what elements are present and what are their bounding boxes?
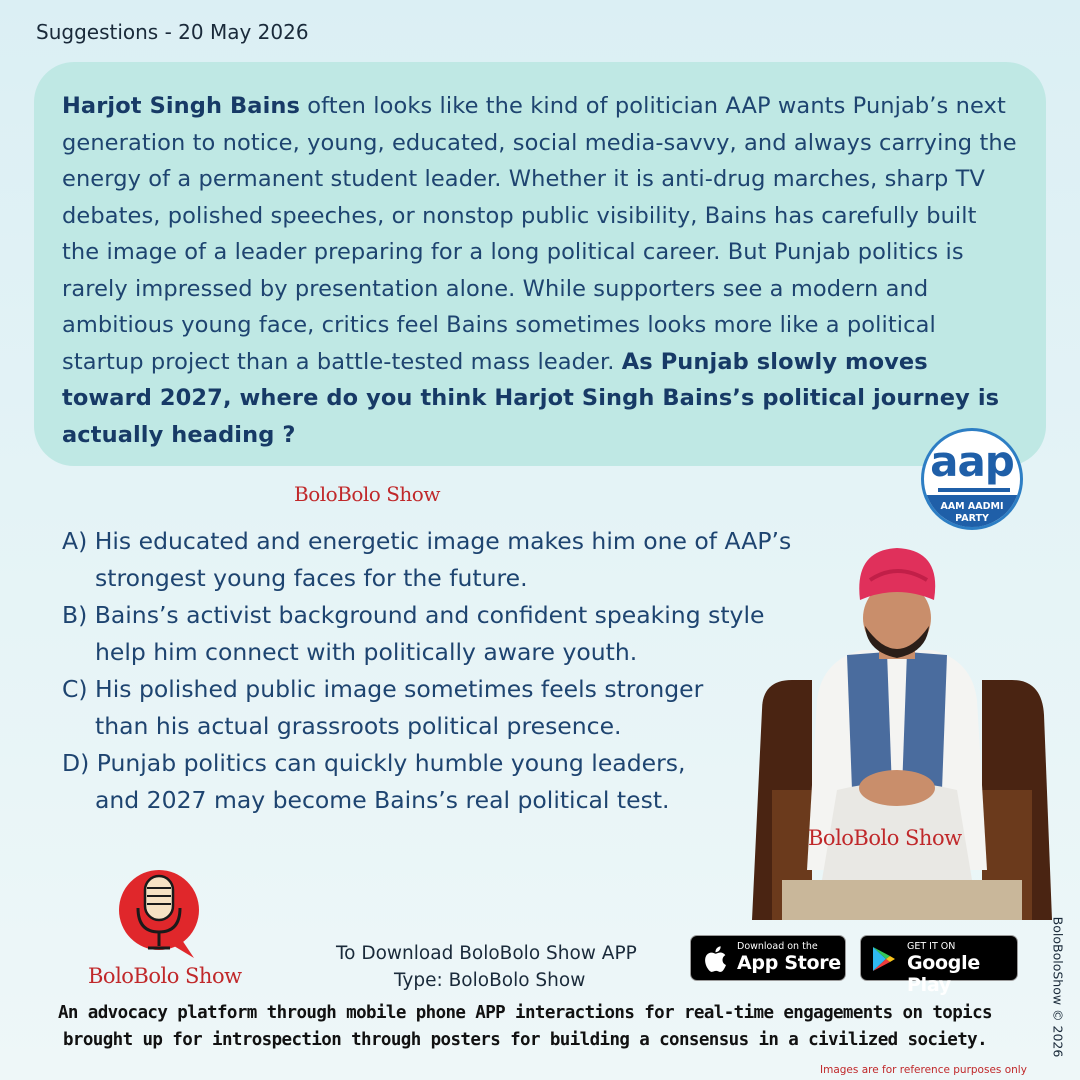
- brand-watermark-mid: BoloBolo Show: [294, 482, 440, 506]
- option-c-line1: C) His polished public image sometimes feels stronger: [62, 675, 704, 703]
- google-play-small-label: GET IT ON: [907, 941, 956, 952]
- app-store-label: App Store: [737, 952, 841, 974]
- aap-band-line1: AAM AADMI: [940, 501, 1004, 512]
- option-b-line2: help him connect with politically aware youth.: [95, 638, 638, 666]
- download-instructions: [336, 940, 666, 994]
- google-play-button[interactable]: [860, 935, 1018, 996]
- image-disclaimer: Images are for reference purposes only: [820, 1064, 1027, 1076]
- option-c-line2: than his actual grassroots political presence.: [95, 712, 622, 740]
- footer-line2: brought up for introspection through posters for building a consensus in a civilized society.: [62, 1030, 988, 1050]
- copyright-notice: [1048, 912, 1068, 1062]
- brand-logo-text: BoloBolo Show: [88, 964, 242, 988]
- option-b-line1: B) Bains’s activist background and confident speaking style: [62, 601, 765, 629]
- question-card: [34, 62, 1046, 466]
- aap-band-line2: PARTY: [955, 513, 989, 524]
- option-a-line2: strongest young faces for the future.: [95, 564, 528, 592]
- aap-logo-word: aap: [930, 437, 1014, 486]
- option-d-line1: D) Punjab politics can quickly humble young leaders,: [62, 749, 686, 777]
- app-store-button[interactable]: [690, 935, 846, 981]
- option-d-line2: and 2027 may become Bains’s real political test.: [95, 786, 670, 814]
- question-body: often looks like the kind of politician AAP wants Punjab’s next generation to notice, young, educated, social media-savvy, and always carrying the energy of a permanent student leader. Whether it is anti-drug marches, sharp TV debates, polished speeches, or nonstop public visibility, Bains has carefully built the image of a leader preparing for a long political career. But Punjab politics is rarely impressed by presentation alone. While supporters see a modern and ambitious young face, critics feel Bains sometimes looks more like a political startup project than a battle-tested mass leader.: [62, 93, 1017, 375]
- google-play-icon: [872, 946, 896, 972]
- page-date-title: Suggestions - 20 May 2026: [36, 20, 309, 44]
- subject-name: Harjot Singh Bains: [62, 93, 301, 119]
- portrait-image: [742, 540, 1052, 920]
- aap-logo-band: [924, 495, 1020, 530]
- apple-icon: [703, 945, 727, 973]
- question-text: [62, 88, 1018, 453]
- brand-watermark-photo: BoloBolo Show: [808, 826, 962, 850]
- google-play-label: Google Play: [907, 952, 980, 996]
- microphone-icon: [116, 866, 202, 966]
- footer-line1: An advocacy platform through mobile phone APP interactions for real-time engagements on topics: [58, 1003, 992, 1023]
- app-store-small-label: Download on the: [737, 941, 818, 952]
- closing-question: As Punjab slowly moves toward 2027, where do you think Harjot Singh Bains’s political journey is actually heading ?: [62, 348, 1000, 448]
- footer-description: [20, 1000, 1030, 1054]
- download-line2: Type: BoloBolo Show: [394, 970, 586, 991]
- aap-party-logo: [921, 428, 1023, 530]
- download-line1: To Download BoloBolo Show APP: [336, 943, 637, 964]
- broom-icon: [938, 488, 1010, 492]
- copyright-text: BoloBoloShow © 2026: [1050, 916, 1066, 1058]
- option-a-line1: A) His educated and energetic image makes him one of AAP’s: [62, 527, 792, 555]
